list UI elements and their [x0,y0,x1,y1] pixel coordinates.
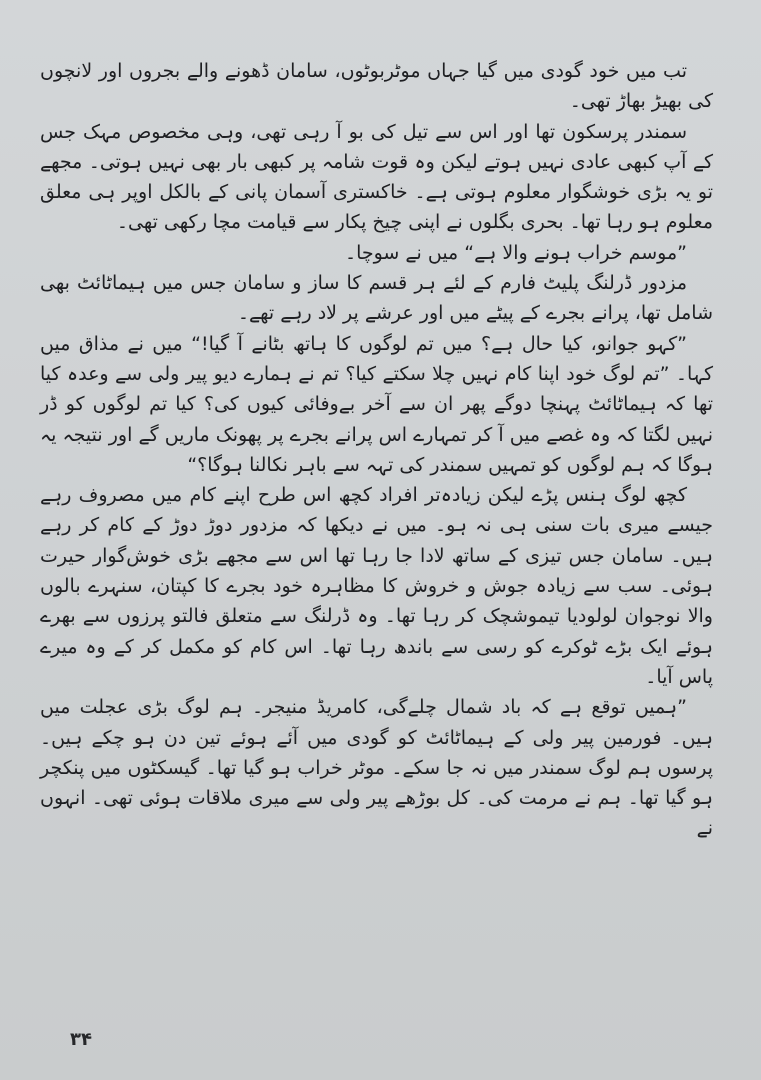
paragraph-greeting-joke: ”کہو جوانو، کیا حال ہے؟ میں تم لوگوں کا ہاتھ بٹانے آ گیا!“ میں نے مذاق میں کہا۔ ”تم لوگ خود اپنا کام نہیں چلا سکتے کیا؟ تم نے ہمارے دیو پیر ولی سے وعدہ کیا تھا کہ ہیماٹائٹ پہنچا دوگے پھر ان سے آخر بےوفائی کیوں کی؟ کیا تم لوگوں کو ڈر نہیں لگتا کہ وہ غصے میں آ کر تمہارے اس پرانے بجرے پر پھونک ماریں گے اور نتیجہ یہ ہوگا کہ ہم لوگوں کو تمہیں سمندر کی تہہ سے باہر نکالنا ہوگا؟“ [40,332,713,476]
page-number: ۳۴ [70,1029,92,1050]
paragraph-workers-loading: مزدور ڈرلنگ پلیٹ فارم کے لئے ہر قسم کا ساز و سامان جس میں ہیماٹائٹ بھی شامل تھا، پرانے بجرے کے پیٹے میں اور عرشے پر لاد رہے تھے۔ [40,272,713,325]
paragraph-captain-reply: ”ہمیں توقع ہے کہ باد شمال چلےگی، کامریڈ منیجر۔ ہم لوگ بڑی عجلت میں ہیں۔ فورمین پیر ولی کے ہیماٹائٹ کو گودی میں آئے ہوئے تین دن ہو چکے ہیں۔ پرسوں ہم لوگ سمندر میں نہ جا سکے۔ موٹر خراب ہو گیا تھا۔ گیسکٹوں میں پنکچر ہو گیا تھا۔ ہم نے مرمت کی۔ کل بوڑھے پیر ولی سے میری ملاقات ہوئی تھی۔ انہوں نے [40,696,713,840]
paragraph-sea-description: سمندر پرسکون تھا اور اس سے تیل کی بو آ رہی تھی، وہی مخصوص مہک جس کے آپ کبھی عادی نہیں ہوتے لیکن وہ قوت شامہ پر کبھی بار بھی نہیں ہوتی۔ مجھے تو یہ بڑی خوشگوار معلوم ہوتی ہے۔ خاکستری آسمان پانی کے بالکل اوپر ہی معلق معلوم ہو رہا تھا۔ بحری بگلوں نے اپنی چیخ پکار سے قیامت مچا رکھی تھی۔ [40,120,713,234]
paragraph-dock: تب میں خود گودی میں گیا جہاں موٹربوٹوں، سامان ڈھونے والے بجروں اور لانچوں کی بھیڑ بھاڑ تھی۔ [40,60,713,113]
body-text [40,56,713,844]
paragraph-weather-thought: ”موسم خراب ہونے والا ہے“ میں نے سوچا۔ [344,241,687,264]
paragraph-captain-busy: کچھ لوگ ہنس پڑے لیکن زیادہ‌تر افراد کچھ اس طرح اپنے کام میں مصروف رہے جیسے میری بات سنی ہی نہ ہو۔ میں نے دیکھا کہ مزدور دوڑ دوڑ کے کام کر رہے ہیں۔ سامان جس تیزی کے ساتھ لادا جا رہا تھا اس سے مجھے بڑی خوش‌گوار حیرت ہوئی۔ سب سے زیادہ جوش و خروش کا مظاہرہ خود بجرے کا کپتان، سنہرے بالوں والا نوجوان لولودیا تیموشچک کر رہا تھا۔ وہ ڈرلنگ سے متعلق فالتو پرزوں سے بھرے ہوئے ایک بڑے ٹوکرے کو رسی سے باندھ رہا تھا۔ اس کام کو مکمل کر کے وہ میرے پاس آیا۔ [40,484,713,688]
